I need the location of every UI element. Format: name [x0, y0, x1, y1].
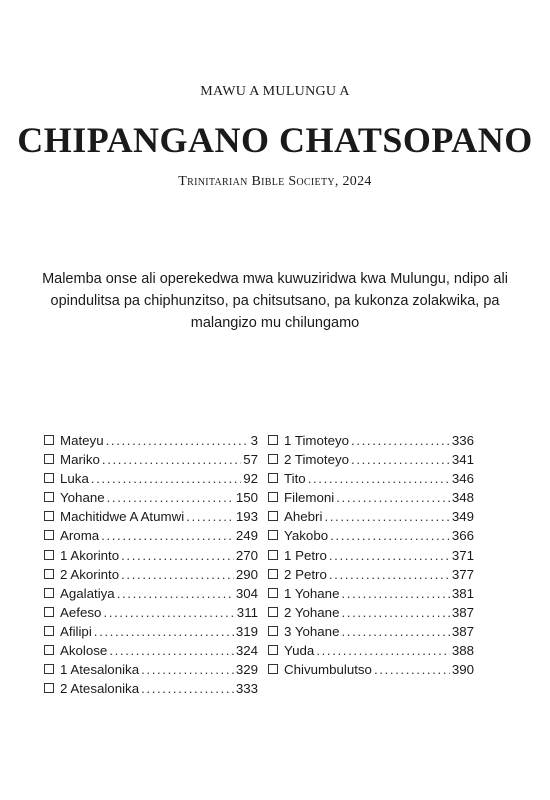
- toc-entry[interactable]: [44, 584, 258, 603]
- checkbox-icon[interactable]: [44, 645, 54, 655]
- dot-leader: [308, 469, 450, 488]
- dot-leader: [341, 603, 449, 622]
- toc-book-name: Mateyu: [60, 433, 104, 448]
- toc-page-number: 336: [451, 433, 474, 448]
- checkbox-icon[interactable]: [268, 511, 278, 521]
- publisher-line: Trinitarian Bible Society, 2024: [178, 174, 372, 189]
- toc-page-number: 57: [243, 452, 258, 468]
- toc-entry[interactable]: [268, 469, 474, 488]
- toc-page-number: 92: [243, 471, 258, 487]
- toc-entry[interactable]: [268, 660, 474, 679]
- toc-entry[interactable]: [268, 488, 474, 507]
- toc-book-name: Machitidwe A Atumwi: [60, 509, 185, 525]
- dot-leader: [109, 641, 234, 660]
- toc-entry[interactable]: [44, 488, 258, 507]
- toc-page-number: 348: [451, 490, 474, 506]
- dot-leader: [351, 431, 450, 450]
- toc-page-number: 387: [451, 604, 474, 620]
- toc-book-name: Mariko: [60, 452, 100, 468]
- toc-entry[interactable]: [44, 526, 258, 545]
- toc-page-number: 349: [451, 509, 474, 525]
- toc-book-name: 1 Yohane: [284, 585, 340, 601]
- toc-page-number: 150: [235, 490, 258, 506]
- dot-leader: [329, 565, 450, 584]
- book-subtitle: MAWU A MULUNGU A: [200, 84, 350, 99]
- toc-entry[interactable]: [268, 641, 474, 660]
- toc-entry[interactable]: [268, 565, 474, 584]
- toc-entry[interactable]: [44, 641, 258, 660]
- dot-leader: [351, 450, 450, 469]
- toc-book-name: 1 Akorinto: [60, 547, 120, 563]
- toc-page-number: 381: [451, 585, 474, 601]
- dot-leader: [341, 584, 449, 603]
- checkbox-icon[interactable]: [44, 511, 54, 521]
- dot-leader: [186, 507, 234, 526]
- toc-entry[interactable]: [44, 507, 258, 526]
- toc-book-name: 2 Akorinto: [60, 566, 120, 582]
- checkbox-icon[interactable]: [44, 550, 54, 560]
- toc-page-number: 319: [235, 623, 258, 639]
- checkbox-icon[interactable]: [268, 664, 278, 674]
- toc-entry[interactable]: [44, 431, 258, 450]
- page-title: CHIPANGANO CHATSOPANO: [17, 120, 533, 160]
- toc-book-name: 1 Atesalonika: [60, 662, 140, 678]
- toc-book-name: Akolose: [60, 643, 108, 659]
- toc-entry[interactable]: [268, 431, 474, 450]
- checkbox-icon[interactable]: [268, 473, 278, 483]
- dot-leader: [91, 469, 241, 488]
- dot-leader: [141, 660, 234, 679]
- checkbox-icon[interactable]: [44, 588, 54, 598]
- checkbox-icon[interactable]: [268, 530, 278, 540]
- dot-leader: [106, 431, 249, 450]
- toc-page-number: 341: [451, 452, 474, 468]
- toc-page-number: 3: [250, 433, 258, 448]
- checkbox-icon[interactable]: [268, 645, 278, 655]
- toc-entry[interactable]: [44, 546, 258, 565]
- toc-page-number: 270: [235, 547, 258, 563]
- toc-book-name: Aroma: [60, 528, 100, 544]
- toc-book-name: Ahebri: [284, 509, 323, 525]
- toc-page-number: 390: [451, 662, 474, 678]
- toc-book-name: 1 Timoteyo: [284, 433, 350, 448]
- toc-page-number: 333: [235, 681, 258, 697]
- toc-page-number: 387: [451, 623, 474, 639]
- checkbox-icon[interactable]: [268, 569, 278, 579]
- toc-book-name: Yuda: [284, 643, 315, 659]
- dot-leader: [324, 507, 449, 526]
- toc-book-name: 1 Petro: [284, 547, 327, 563]
- toc-book-name: Afilipi: [60, 623, 92, 639]
- toc-entry[interactable]: [268, 546, 474, 565]
- checkbox-icon[interactable]: [268, 435, 278, 445]
- checkbox-icon[interactable]: [268, 454, 278, 464]
- toc-entry[interactable]: [44, 450, 258, 469]
- checkbox-icon[interactable]: [44, 664, 54, 674]
- toc-page-number: 311: [236, 604, 258, 620]
- toc-entry[interactable]: [44, 469, 258, 488]
- dot-leader: [103, 603, 234, 622]
- dot-leader: [336, 488, 450, 507]
- toc-book-name: Aefeso: [60, 604, 102, 620]
- checkbox-icon[interactable]: [44, 626, 54, 636]
- toc-book-name: 3 Yohane: [284, 623, 340, 639]
- checkbox-icon[interactable]: [44, 530, 54, 540]
- toc-page-number: 249: [235, 528, 258, 544]
- dot-leader: [102, 450, 241, 469]
- dot-leader: [94, 622, 234, 641]
- dot-leader: [374, 660, 450, 679]
- toc-page-number: 290: [235, 566, 258, 582]
- dot-leader: [117, 584, 234, 603]
- toc-entry[interactable]: [44, 660, 258, 679]
- toc-page-number: 377: [451, 566, 474, 582]
- toc-page-number: 371: [451, 547, 474, 563]
- toc-entry[interactable]: [44, 622, 258, 641]
- dot-leader: [316, 641, 449, 660]
- dot-leader: [141, 679, 234, 698]
- dot-leader: [121, 565, 234, 584]
- toc-book-name: 2 Atesalonika: [60, 681, 140, 697]
- dot-leader: [330, 526, 450, 545]
- toc-column-right: [268, 431, 474, 679]
- toc-entry[interactable]: [44, 565, 258, 584]
- toc-book-name: 2 Yohane: [284, 604, 340, 620]
- toc-entry[interactable]: [268, 526, 474, 545]
- checkbox-icon[interactable]: [268, 626, 278, 636]
- dot-leader: [107, 488, 234, 507]
- dot-leader: [101, 526, 234, 545]
- checkbox-icon[interactable]: [44, 454, 54, 464]
- dot-leader: [329, 546, 450, 565]
- toc-entry[interactable]: [268, 622, 474, 641]
- checkbox-icon[interactable]: [44, 473, 54, 483]
- dot-leader: [341, 622, 449, 641]
- toc-book-name: Yohane: [60, 490, 105, 506]
- toc-page-number: 388: [451, 643, 474, 659]
- toc-book-name: Filemoni: [284, 490, 335, 506]
- dot-leader: [121, 546, 234, 565]
- toc-entry[interactable]: [44, 603, 258, 622]
- toc-book-name: Yakobo: [284, 528, 329, 544]
- toc-page-number: 346: [451, 471, 474, 487]
- toc-entry[interactable]: [268, 450, 474, 469]
- toc-book-name: 2 Petro: [284, 566, 327, 582]
- toc-column-left: [44, 431, 258, 698]
- toc-entry[interactable]: [44, 679, 258, 698]
- toc-page-number: 304: [235, 585, 258, 601]
- checkbox-icon[interactable]: [44, 569, 54, 579]
- checkbox-icon[interactable]: [268, 607, 278, 617]
- toc-book-name: Tito: [284, 471, 306, 487]
- checkbox-icon[interactable]: [268, 588, 278, 598]
- toc-book-name: Chivumbulutso: [284, 662, 372, 678]
- toc-page-number: 366: [451, 528, 474, 544]
- toc-entry[interactable]: [268, 584, 474, 603]
- checkbox-icon[interactable]: [268, 492, 278, 502]
- checkbox-icon[interactable]: [44, 435, 54, 445]
- toc-entry[interactable]: [268, 507, 474, 526]
- toc-page-number: 329: [235, 662, 258, 678]
- toc-page-number: 193: [235, 509, 258, 525]
- checkbox-icon[interactable]: [44, 683, 54, 693]
- toc-entry[interactable]: [268, 603, 474, 622]
- toc-book-name: Agalatiya: [60, 585, 115, 601]
- dedication-verse: Malemba onse ali operekedwa mwa kuwuziridwa kwa Mulungu, ndipo ali opindulitsa pa chiphunzitso, pa chitsutsano, pa kukonza zolakwika, pa malangizo mu chilungamo: [42, 271, 508, 331]
- toc-book-name: Luka: [60, 471, 89, 487]
- toc-book-name: 2 Timoteyo: [284, 452, 350, 468]
- toc-page-number: 324: [235, 643, 258, 659]
- checkbox-icon[interactable]: [268, 550, 278, 560]
- checkbox-icon[interactable]: [44, 607, 54, 617]
- checkbox-icon[interactable]: [44, 492, 54, 502]
